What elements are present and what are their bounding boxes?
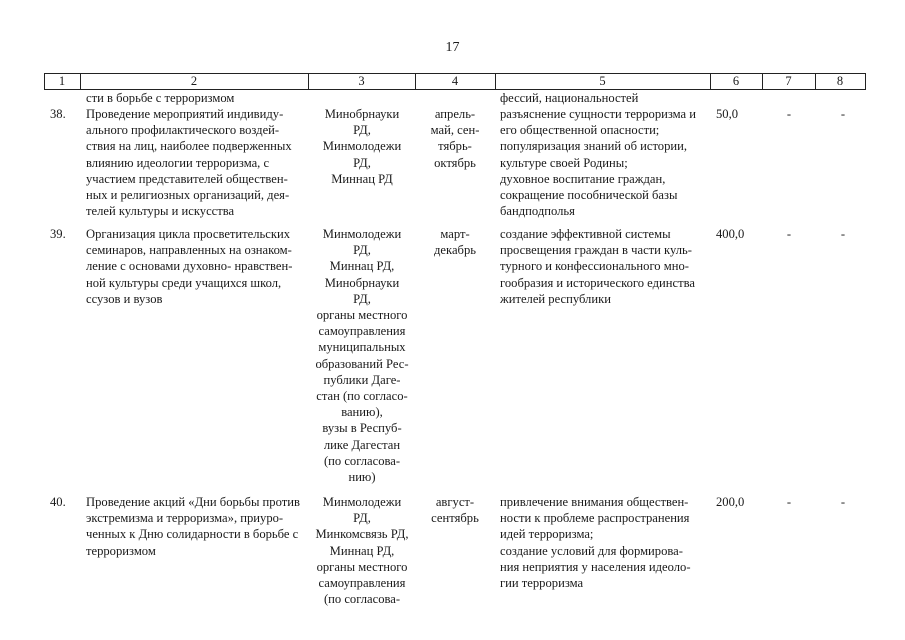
column-header: 2 <box>190 74 198 88</box>
term: апрель- май, сен- тябрь- октябрь <box>430 107 480 170</box>
funding-amount: 200,0 <box>716 495 745 509</box>
column-8-value: - <box>840 495 846 509</box>
page-number: 17 <box>445 40 460 55</box>
executors: Минмолодежи РД, Минкомсвязь РД, Миннац РД, органы местного самоуправления (по согласова- <box>315 495 409 607</box>
event-description: Проведение акций «Дни борьбы против экстремизма и терроризма», приуро- ченных к Дню солидарности в борьбе с терроризмом <box>86 495 300 558</box>
funding-amount: 50,0 <box>716 107 739 121</box>
event-description: Проведение мероприятий индивиду- ального профилактического воздей- ствия на лиц, наиболее подверженных влиянию идеологии терроризма, с участием представителей обществен- ных и религиозных организаций, дея- телей культуры и искусства <box>86 107 292 219</box>
column-7-value: - <box>786 227 792 241</box>
continuation-text: сти в борьбе с терроризмом <box>86 91 235 105</box>
funding-amount: 400,0 <box>716 227 745 241</box>
row-number: 40. <box>50 495 66 509</box>
column-header: 4 <box>451 74 459 88</box>
column-header: 6 <box>732 74 740 88</box>
column-header: 1 <box>58 74 66 88</box>
event-description: Организация цикла просветительских семинаров, направленных на ознаком- ление с основами духовно- нравствен- ной культуры среди учащихся школ, ссузов и вузов <box>86 227 293 306</box>
column-header: 5 <box>599 74 606 88</box>
row-number: 38. <box>50 107 66 121</box>
term: март- декабрь <box>434 227 476 258</box>
expected-result: создание эффективной системы просвещения граждан в части куль- турного и конфессионального мно- гообразия и исторического единства жителей республики <box>500 227 695 306</box>
expected-result: привлечение внимания обществен- ности к проблеме распространения идей терроризма; создание условий для формирова- ния неприятия у населения идеоло- гии терроризма <box>500 495 691 591</box>
executors: Минмолодежи РД, Миннац РД, Минобрнауки РД, органы местного самоуправления муниципальных образований Рес- публики Даге- стан (по согласо- ванию), вузы в Респуб- лике Дагестан (по согласова- нию) <box>315 227 409 485</box>
term: август- сентябрь <box>431 495 479 526</box>
column-7-value: - <box>786 495 792 509</box>
column-7-value: - <box>786 107 792 121</box>
column-header: 3 <box>358 74 365 88</box>
header-divider <box>865 73 866 90</box>
column-header: 7 <box>785 74 792 88</box>
column-8-value: - <box>840 107 846 121</box>
column-8-value: - <box>840 227 846 241</box>
column-header: 8 <box>836 74 844 88</box>
executors: Минобрнауки РД, Минмолодежи РД, Миннац РД <box>322 107 402 186</box>
expected-result: разъяснение сущности терроризма и его общественной опасности; популяризация знаний об истории, культуре своей Родины; духовное воспитание граждан, сокращение пособнической базы бандподполья <box>500 107 697 219</box>
row-number: 39. <box>50 227 66 241</box>
continuation-result: фессий, национальностей <box>500 91 639 105</box>
